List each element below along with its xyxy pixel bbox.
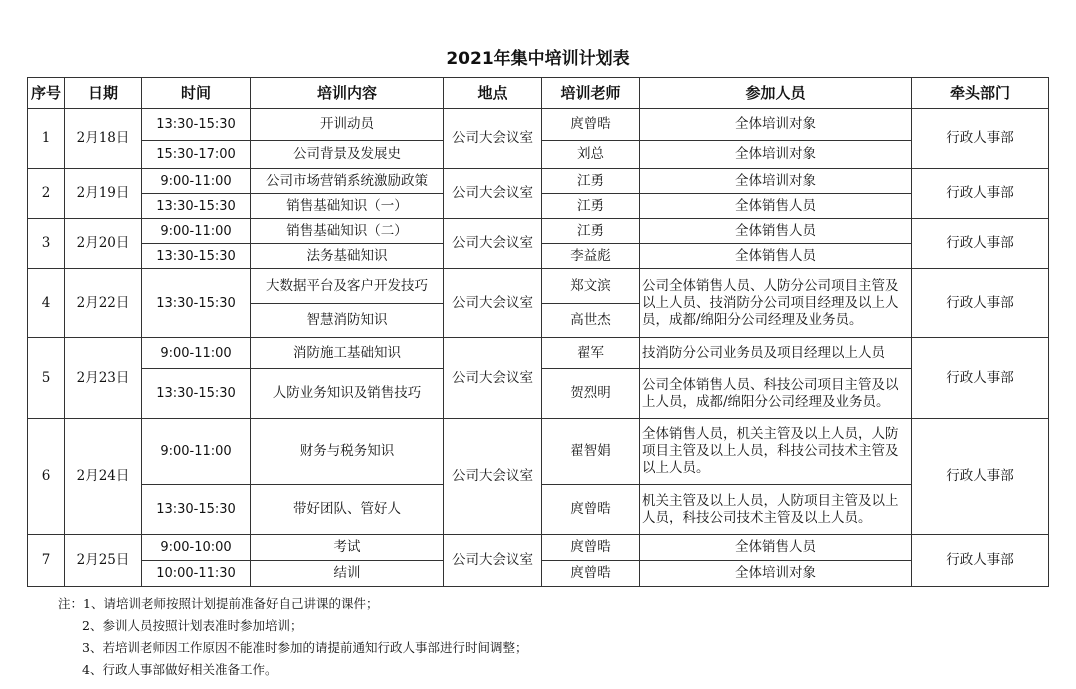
time-cell: 13:30-15:30 [142, 109, 251, 141]
content-cell: 开训动员 [251, 109, 444, 141]
time-cell: 9:00-11:00 [142, 169, 251, 194]
date-cell: 2月19日 [65, 169, 142, 219]
header-seq: 序号 [28, 78, 65, 109]
dept-cell: 行政人事部 [912, 169, 1049, 219]
page-title: 2021年集中培训计划表 [446, 49, 630, 69]
content-cell: 带好团队、管好人 [251, 485, 444, 535]
teacher-cell: 刘总 [542, 141, 640, 169]
seq-cell: 1 [28, 109, 65, 169]
participants-cell: 机关主管及以上人员，人防项目主管及以上人员，科技公司技术主管及以上人员。 [640, 485, 912, 535]
teacher-cell: 翟军 [542, 338, 640, 369]
dept-cell: 行政人事部 [912, 338, 1049, 419]
header-participants: 参加人员 [640, 78, 912, 109]
participants-cell: 全体销售人员 [640, 219, 912, 244]
teacher-cell: 李益彪 [542, 244, 640, 269]
content-cell: 财务与税务知识 [251, 419, 444, 485]
table-row [28, 109, 1049, 141]
teacher-cell: 江勇 [542, 219, 640, 244]
teacher-cell: 高世杰 [542, 304, 640, 338]
participants-cell: 全体培训对象 [640, 169, 912, 194]
training-schedule-table [27, 77, 1049, 587]
table-row [28, 269, 1049, 304]
note-line: 注：1、请培训老师按照计划提前准备好自己讲课的课件； [58, 596, 379, 611]
seq-cell: 7 [28, 535, 65, 587]
date-cell: 2月18日 [65, 109, 142, 169]
content-cell: 人防业务知识及销售技巧 [251, 369, 444, 419]
header-row [28, 78, 1049, 109]
date-cell: 2月23日 [65, 338, 142, 419]
participants-cell: 全体销售人员，机关主管及以上人员，人防项目主管及以上人员，科技公司技术主管及以上人员。 [640, 419, 912, 485]
participants-cell: 全体培训对象 [640, 141, 912, 169]
content-cell: 公司市场营销系统激励政策 [251, 169, 444, 194]
table-row [28, 419, 1049, 485]
dept-cell: 行政人事部 [912, 535, 1049, 587]
date-cell: 2月22日 [65, 269, 142, 338]
seq-cell: 6 [28, 419, 65, 535]
teacher-cell: 庹曾晧 [542, 535, 640, 561]
header-location: 地点 [444, 78, 542, 109]
seq-cell: 5 [28, 338, 65, 419]
teacher-cell: 江勇 [542, 169, 640, 194]
time-cell: 15:30-17:00 [142, 141, 251, 169]
teacher-cell: 庹曾晧 [542, 561, 640, 587]
participants-cell: 公司全体销售人员、科技公司项目主管及以上人员，成都/绵阳分公司经理及业务员。 [640, 369, 912, 419]
seq-cell: 3 [28, 219, 65, 269]
teacher-cell: 翟智娟 [542, 419, 640, 485]
time-cell: 13:30-15:30 [142, 244, 251, 269]
content-cell: 销售基础知识（一） [251, 194, 444, 219]
time-cell: 9:00-11:00 [142, 419, 251, 485]
seq-cell: 4 [28, 269, 65, 338]
header-content: 培训内容 [251, 78, 444, 109]
participants-cell: 全体销售人员 [640, 244, 912, 269]
location-cell: 公司大会议室 [444, 109, 542, 169]
teacher-cell: 江勇 [542, 194, 640, 219]
time-cell: 13:30-15:30 [142, 485, 251, 535]
location-cell: 公司大会议室 [444, 169, 542, 219]
time-cell: 10:00-11:30 [142, 561, 251, 587]
time-cell: 9:00-11:00 [142, 338, 251, 369]
time-cell: 13:30-15:30 [142, 269, 251, 338]
header-dept: 牵头部门 [912, 78, 1049, 109]
table-row [28, 535, 1049, 561]
location-cell: 公司大会议室 [444, 419, 542, 535]
seq-cell: 2 [28, 169, 65, 219]
table-row [28, 219, 1049, 244]
date-cell: 2月20日 [65, 219, 142, 269]
participants-cell: 全体培训对象 [640, 561, 912, 587]
notes-section [58, 593, 527, 681]
time-cell: 9:00-10:00 [142, 535, 251, 561]
table-row [28, 338, 1049, 369]
dept-cell: 行政人事部 [912, 269, 1049, 338]
dept-cell: 行政人事部 [912, 109, 1049, 169]
content-cell: 公司背景及发展史 [251, 141, 444, 169]
teacher-cell: 庹曾晧 [542, 109, 640, 141]
content-cell: 考试 [251, 535, 444, 561]
location-cell: 公司大会议室 [444, 535, 542, 587]
participants-cell: 全体销售人员 [640, 194, 912, 219]
content-cell: 消防施工基础知识 [251, 338, 444, 369]
dept-cell: 行政人事部 [912, 219, 1049, 269]
teacher-cell: 贺烈明 [542, 369, 640, 419]
header-teacher: 培训老师 [542, 78, 640, 109]
teacher-cell: 庹曾晧 [542, 485, 640, 535]
note-line: 3、若培训老师因工作原因不能准时参加的请提前通知行政人事部进行时间调整； [82, 640, 528, 655]
table-row [28, 169, 1049, 194]
content-cell: 大数据平台及客户开发技巧 [251, 269, 444, 304]
content-cell: 销售基础知识（二） [251, 219, 444, 244]
note-line: 4、行政人事部做好相关准备工作。 [82, 662, 278, 677]
content-cell: 智慧消防知识 [251, 304, 444, 338]
location-cell: 公司大会议室 [444, 219, 542, 269]
content-cell: 结训 [251, 561, 444, 587]
time-cell: 13:30-15:30 [142, 194, 251, 219]
content-cell: 法务基础知识 [251, 244, 444, 269]
dept-cell: 行政人事部 [912, 419, 1049, 535]
participants-cell: 全体培训对象 [640, 109, 912, 141]
participants-cell: 公司全体销售人员、人防分公司项目主管及以上人员、技消防分公司项目经理及以上人员，成都/绵阳分公司经理及业务员。 [640, 269, 912, 338]
note-line: 2、参训人员按照计划表准时参加培训； [82, 618, 303, 633]
time-cell: 13:30-15:30 [142, 369, 251, 419]
date-cell: 2月24日 [65, 419, 142, 535]
participants-cell: 技消防分公司业务员及项目经理以上人员 [640, 338, 912, 369]
header-date: 日期 [65, 78, 142, 109]
location-cell: 公司大会议室 [444, 269, 542, 338]
participants-cell: 全体销售人员 [640, 535, 912, 561]
time-cell: 9:00-11:00 [142, 219, 251, 244]
location-cell: 公司大会议室 [444, 338, 542, 419]
date-cell: 2月25日 [65, 535, 142, 587]
teacher-cell: 郑文滨 [542, 269, 640, 304]
header-time: 时间 [142, 78, 251, 109]
